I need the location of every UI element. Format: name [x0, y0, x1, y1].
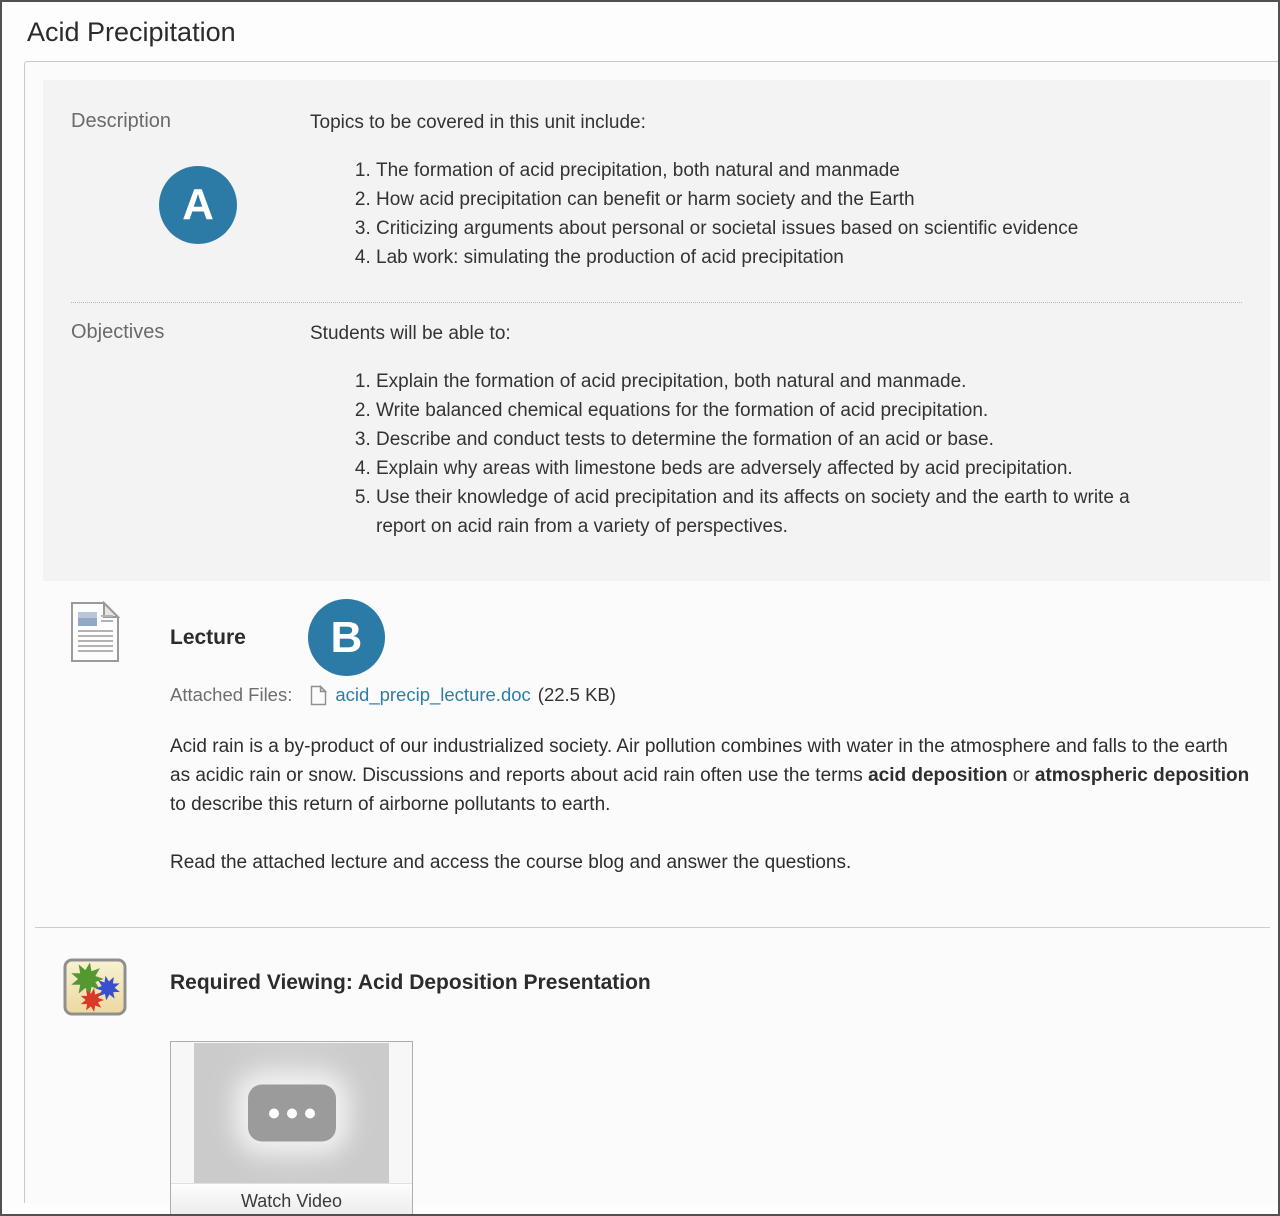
lecture-title: Lecture	[170, 625, 246, 649]
file-icon	[310, 685, 327, 706]
attached-file-link[interactable]: acid_precip_lecture.doc	[335, 684, 531, 705]
lecture-document-icon	[69, 650, 121, 667]
objective-item: 1. Explain the formation of acid precipitation, both natural and manmade.	[376, 367, 1150, 396]
video-loading-icon	[248, 1085, 336, 1142]
callout-b-badge	[308, 599, 385, 676]
required-viewing-title: Required Viewing: Acid Deposition Presentation	[170, 971, 651, 994]
content-item-divider	[35, 927, 1270, 928]
topics-list	[310, 156, 1242, 272]
objectives-list	[310, 367, 1150, 541]
callout-a-letter: A	[182, 180, 214, 229]
topic-item: 1. The formation of acid precipitation, both natural and manmade	[376, 156, 1242, 185]
watch-video-label[interactable]: Watch Video	[171, 1183, 412, 1216]
summary-section-divider	[71, 302, 1242, 303]
objectives-intro: Students will be able to:	[310, 323, 511, 344]
topics-intro: Topics to be covered in this unit include:	[310, 112, 646, 133]
objective-item: 3. Describe and conduct tests to determine the formation of an acid or base.	[376, 425, 1150, 454]
topic-item: 2. How acid precipitation can benefit or harm society and the Earth	[376, 185, 1242, 214]
description-row	[71, 106, 1242, 272]
page-title: Acid Precipitation	[27, 17, 236, 47]
content-item-icon	[63, 1003, 127, 1020]
topic-item: 3. Criticizing arguments about personal or societal issues based on scientific evidence	[376, 214, 1242, 243]
bold-term-acid-deposition: acid deposition	[868, 765, 1008, 786]
lecture-paragraph: Acid rain is a by-product of our industrialized society. Air pollution combines with water in the atmosphere and falls to the earth as acidic rain or snow. Discussions and reports about acid rain often use the terms acid deposition or atmospheric deposition to describe this return of airborne pollutants to earth.	[170, 736, 1250, 815]
objectives-row	[71, 317, 1242, 541]
bold-term-atmospheric-deposition: atmospheric deposition	[1034, 765, 1250, 786]
attached-file-size: (22.5 KB)	[537, 684, 616, 705]
lecture-instruction: Read the attached lecture and access the course blog and answer the questions.	[170, 852, 852, 873]
description-label: Description	[71, 110, 172, 132]
attached-files-label: Attached Files:	[170, 684, 293, 705]
objectives-label: Objectives	[71, 321, 165, 343]
objective-item: 4. Explain why areas with limestone beds are adversely affected by acid precipitation.	[376, 454, 1150, 483]
unit-summary-panel	[43, 80, 1270, 581]
callout-a-badge	[159, 166, 237, 244]
topic-item: 4. Lab work: simulating the production of acid precipitation	[376, 243, 1242, 272]
required-viewing-item	[25, 958, 1278, 1216]
attached-files-row	[170, 684, 1278, 706]
objective-item: 2. Write balanced chemical equations for the formation of acid precipitation.	[376, 396, 1150, 425]
lecture-content-item	[25, 599, 1278, 877]
objective-item: 5. Use their knowledge of acid precipitation and its affects on society and the earth to write a report on acid rain from a variety of perspectives.	[376, 483, 1150, 541]
watch-video-thumbnail[interactable]	[170, 1041, 413, 1216]
video-placeholder-image[interactable]	[194, 1043, 389, 1183]
callout-b-letter: B	[330, 612, 363, 662]
content-area	[24, 61, 1278, 1211]
